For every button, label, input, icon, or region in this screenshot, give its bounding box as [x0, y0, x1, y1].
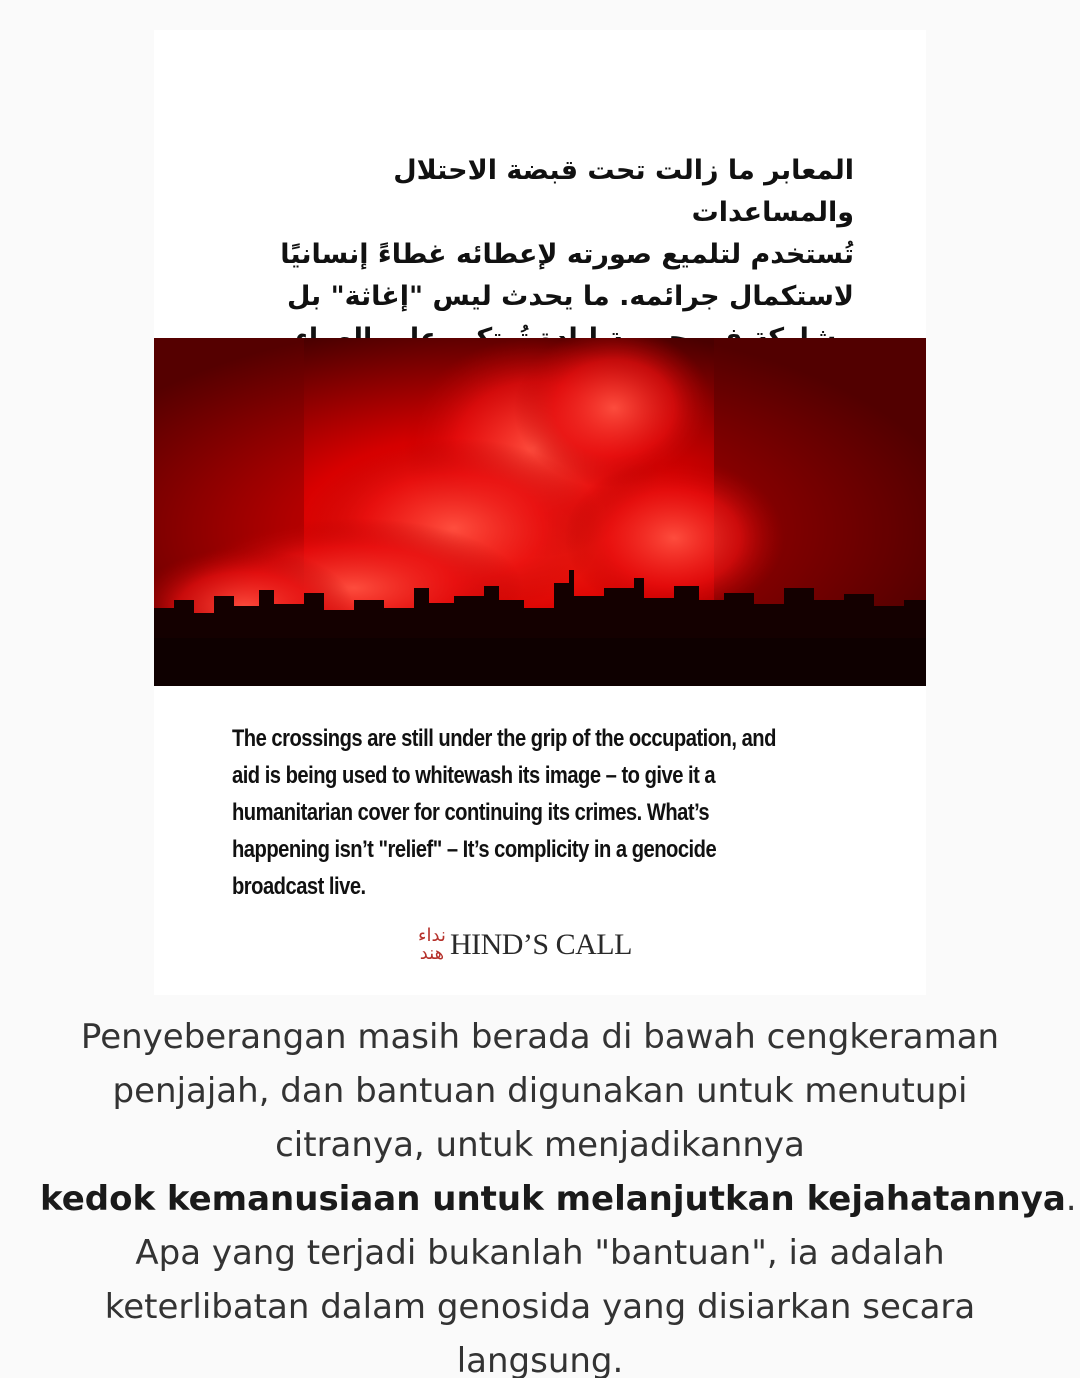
caption-line: keterlibatan dalam genosida yang disiarkan secara: [104, 1287, 976, 1327]
english-line: broadcast live.: [232, 873, 366, 900]
logo-arabic-top: نداء: [418, 925, 446, 946]
english-line: happening isn’t "relief" – It’s complicity in a genocide: [232, 836, 717, 863]
arabic-line: لاستكمال جرائمه. ما يحدث ليس "إغاثة" بل: [286, 281, 854, 312]
caption-line: penjajah, dan bantuan digunakan untuk menutupi: [112, 1071, 968, 1111]
caption-line: citranya, untuk menjadikannya: [275, 1125, 805, 1165]
english-statement: [232, 720, 854, 905]
caption-line: Penyeberangan masih berada di bawah cengkeraman: [80, 1017, 1000, 1057]
hinds-call-logo: [418, 925, 632, 965]
english-line: The crossings are still under the grip of the occupation, and: [232, 725, 776, 752]
logo-text: HIND’S CALL: [449, 928, 632, 961]
caption-line: langsung.: [456, 1341, 624, 1378]
caption-line: Apa yang terjadi bukanlah "bantuan", ia adalah: [135, 1233, 945, 1273]
logo-arabic-mark: [418, 927, 446, 963]
logo-arabic-bottom: هند: [419, 943, 445, 964]
english-line: humanitarian cover for continuing its crimes. What’s: [232, 799, 710, 826]
arabic-line: تُستخدم لتلميع صورته لإعطائه غطاءً إنسانيًا: [280, 239, 854, 270]
post-image[interactable]: [154, 30, 926, 995]
caption-line: [40, 1172, 1077, 1226]
explosion-photo: [154, 338, 926, 686]
caption-period: .: [1065, 1179, 1077, 1219]
caption-bold-text: kedok kemanusiaan untuk melanjutkan kejahatannya: [40, 1179, 1066, 1219]
english-line: aid is being used to whitewash its image – to give it a: [232, 762, 716, 789]
post-caption: [40, 1010, 1077, 1378]
arabic-line: المعابر ما زالت تحت قبضة الاحتلال والمساعدات: [393, 155, 854, 228]
